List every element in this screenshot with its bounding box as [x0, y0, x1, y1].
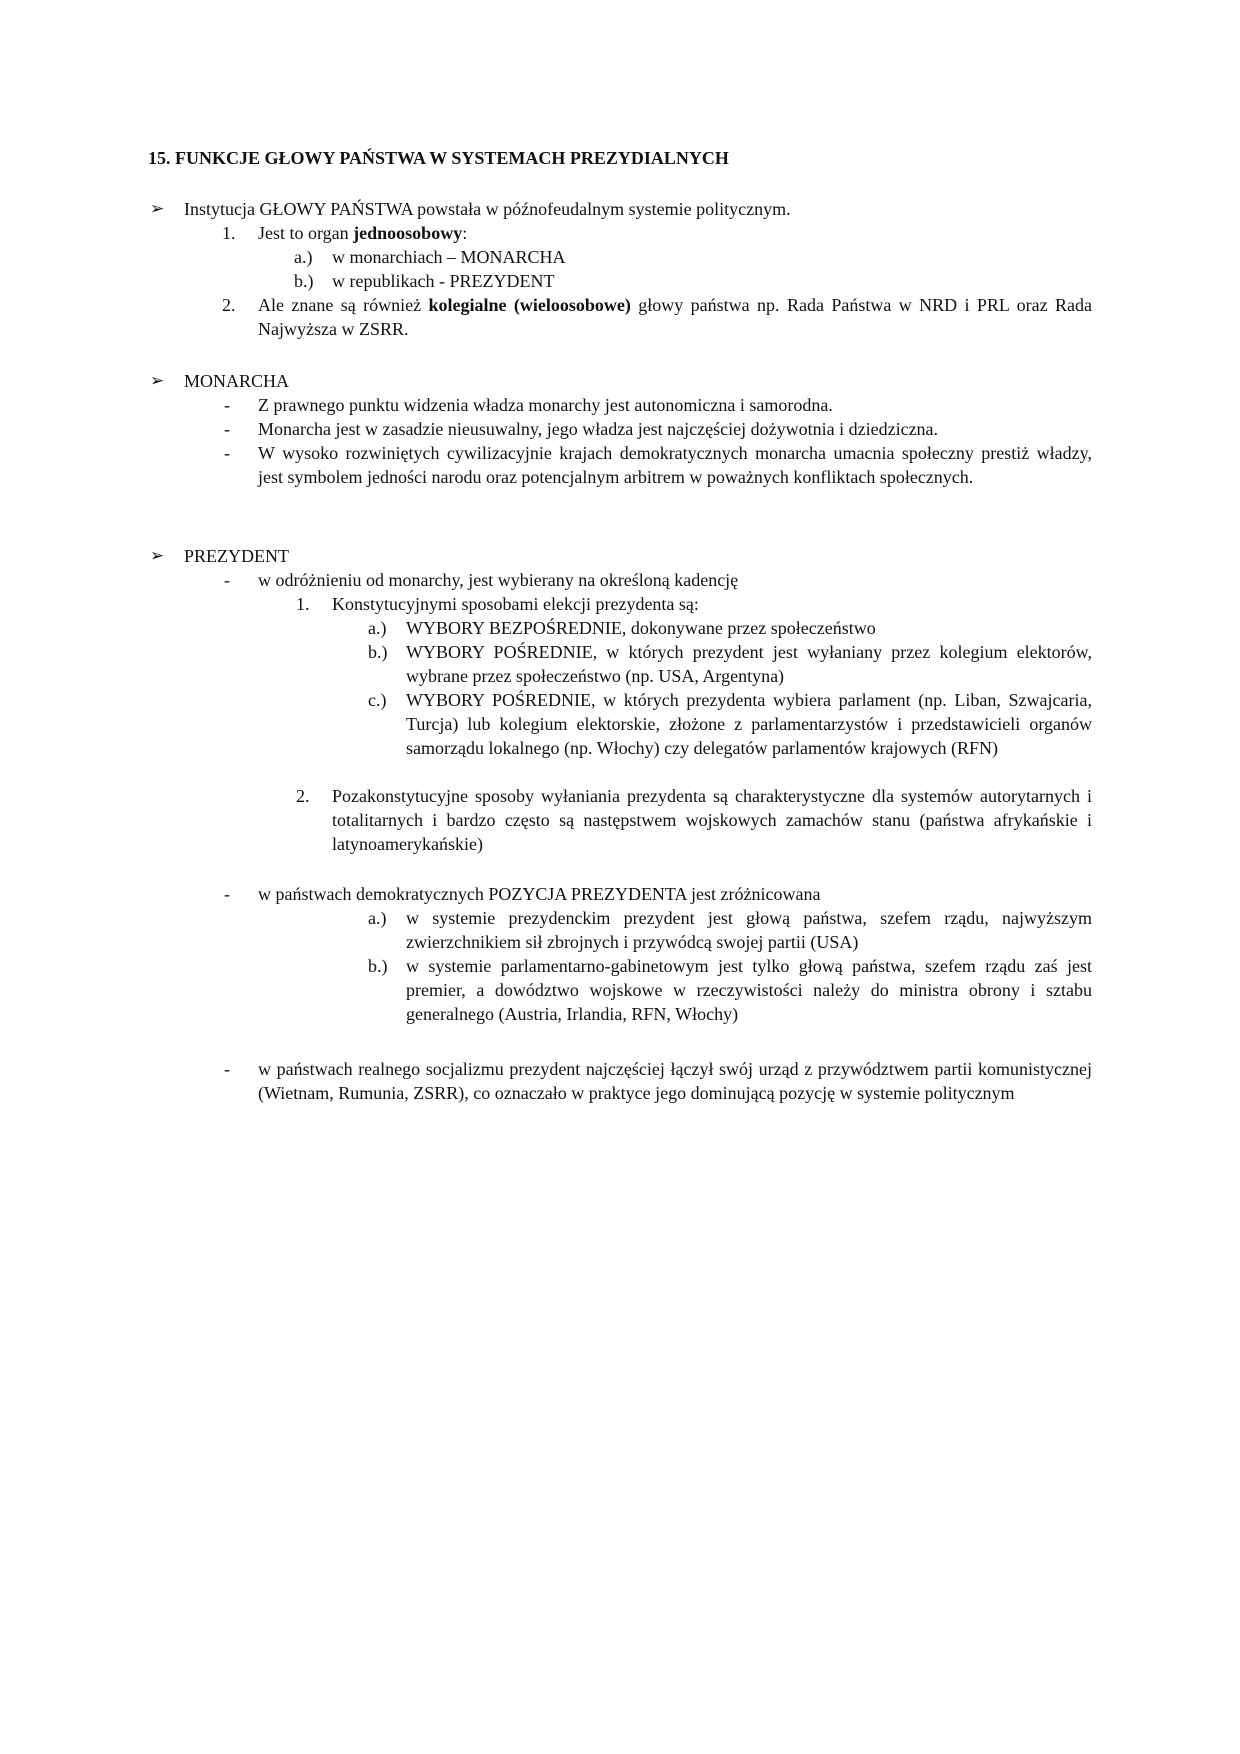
list-item-text: w państwach demokratycznych POZYCJA PREZYDENTA jest zróżnicowana — [258, 884, 821, 904]
sub-list-marker: b.) — [368, 642, 388, 662]
sub-list-item-text: WYBORY BEZPOŚREDNIE, dokonywane przez społeczeństwo — [406, 618, 876, 638]
document-title: 15. FUNKCJE GŁOWY PAŃSTWA W SYSTEMACH PREZYDIALNYCH — [148, 148, 729, 168]
list-marker: 1. — [296, 594, 310, 614]
list-item-text: Konstytucyjnymi sposobami elekcji prezydenta są: — [332, 594, 699, 614]
list-item-text: w państwach realnego socjalizmu prezydent najczęściej łączył swój urząd z przywództwem partii komunistycznej (Wietnam, Rumunia, ZSRR), co oznaczało w praktyce jego dominującą pozycję w systemie politycznym — [258, 1059, 1092, 1103]
dash-marker: - — [224, 1059, 230, 1079]
list-item-text: Z prawnego punktu widzenia władza monarchy jest autonomiczna i samorodna. — [258, 395, 833, 415]
list-marker: 1. — [222, 223, 236, 243]
dash-marker: - — [224, 395, 230, 415]
list-item-text: w odróżnieniu od monarchy, jest wybierany na określoną kadencję — [258, 570, 739, 590]
section-intro-text: Instytucja GŁOWY PAŃSTWA powstała w późnofeudalnym systemie politycznym. — [184, 199, 791, 219]
list-item-text: Monarcha jest w zasadzie nieusuwalny, jego władza jest najczęściej dożywotnia i dziedziczna. — [258, 419, 939, 439]
sub-list-item-text: w monarchiach – MONARCHA — [332, 247, 566, 267]
list-item-text: W wysoko rozwiniętych cywilizacyjnie krajach demokratycznych monarcha umacnia społeczny prestiż władzy, jest symbolem jedności narodu oraz potencjalnym arbitrem w poważnych konfliktach społecznych. — [258, 443, 1092, 487]
sub-list-marker: a.) — [368, 618, 387, 638]
sub-list-marker: b.) — [294, 271, 314, 291]
sub-list-marker: c.) — [368, 690, 387, 710]
dash-marker: - — [224, 570, 230, 590]
sub-list-marker: a.) — [294, 247, 313, 267]
sub-list-item-text: WYBORY POŚREDNIE, w których prezydent jest wyłaniany przez kolegium elektorów, wybrane przez społeczeństwo (np. USA, Argentyna) — [406, 642, 1092, 686]
dash-marker: - — [224, 884, 230, 904]
arrow-bullet-icon: ➢ — [150, 546, 165, 565]
section-heading: MONARCHA — [184, 371, 290, 391]
arrow-bullet-icon: ➢ — [150, 371, 165, 390]
dash-marker: - — [224, 419, 230, 439]
list-item-text: Jest to organ jednoosobowy: — [258, 223, 468, 243]
sub-list-item-text: WYBORY POŚREDNIE, w których prezydenta wybiera parlament (np. Liban, Szwajcaria, Turcja) lub kolegium elektorskie, złożone z parlamentarzystów i przedstawicieli organów samorządu lokalnego (np. Włochy) czy delegatów parlamentów krajowych (RFN) — [406, 690, 1092, 758]
sub-list-marker: b.) — [368, 956, 388, 976]
list-item-text: Pozakonstytucyjne sposoby wyłaniania prezydenta są charakterystyczne dla systemów autorytarnych i totalitarnych i bardzo często są następstwem wojskowych zamachów stanu (państwa afrykańskie i latynoamerykańskie) — [332, 786, 1092, 854]
list-item-text: Ale znane są również kolegialne (wieloosobowe) głowy państwa np. Rada Państwa w NRD i PRL oraz Rada Najwyższa w ZSRR. — [258, 295, 1092, 339]
sub-list-item-text: w systemie parlamentarno-gabinetowym jest tylko głową państwa, szefem rządu zaś jest premier, a dowództwo wojskowe w rzeczywistości należy do ministra obrony i sztabu generalnego (Austria, Irlandia, RFN, Włochy) — [406, 956, 1092, 1024]
section-heading: PREZYDENT — [184, 546, 289, 566]
sub-list-item-text: w systemie prezydenckim prezydent jest głową państwa, szefem rządu, najwyższym zwierzchnikiem sił zbrojnych i przywódcą swojej partii (USA) — [406, 908, 1092, 952]
sub-list-marker: a.) — [368, 908, 387, 928]
sub-list-item-text: w republikach - PREZYDENT — [332, 271, 555, 291]
list-marker: 2. — [296, 786, 310, 806]
list-marker: 2. — [222, 295, 236, 315]
arrow-bullet-icon: ➢ — [150, 199, 165, 218]
dash-marker: - — [224, 443, 230, 463]
